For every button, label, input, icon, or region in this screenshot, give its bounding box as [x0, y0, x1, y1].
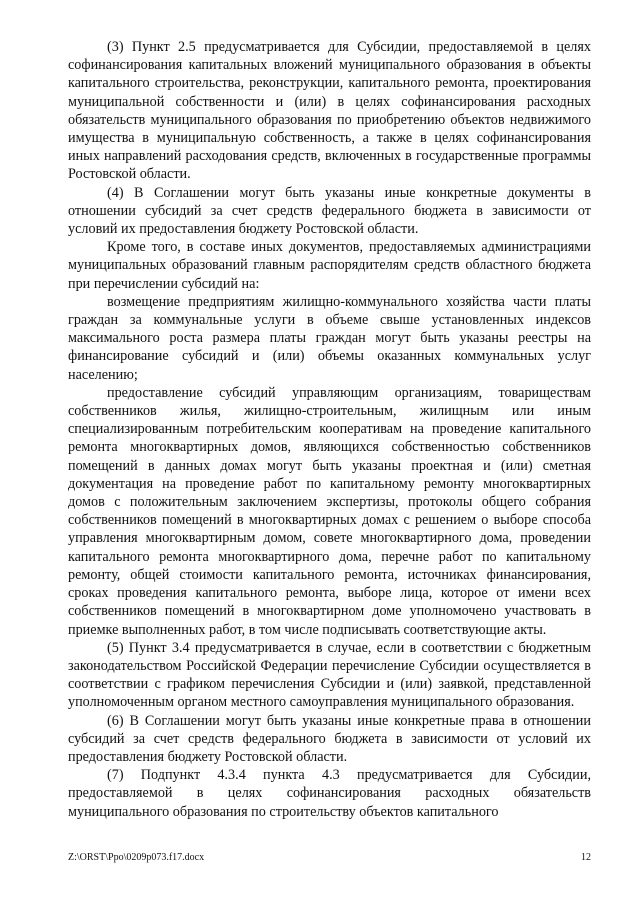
paragraph-other-documents: Кроме того, в составе иных документов, предоставляемых администрациями муниципальных образований главным распорядителям средств областного бюджета при перечислении субсидий на: — [68, 239, 591, 292]
paragraph-note-3: (3) Пункт 2.5 предусматривается для Субсидии, предоставляемой в целях софинансирования капитальных вложений муниципального образования в объекты капитального строительства, реконструкции, капитального ремонта, проектирования муниципальной собственности и (или) в целях софинансирования расходных обязательств муниципального образования по приобретению объектов недвижимого имущества в муниципальную собственность, а также в целях софинансирования иных направлений расходования средств, включенных в государственные программы Ростовской области. — [68, 39, 591, 183]
paragraph-housing-compensation: возмещение предприятиям жилищно-коммунального хозяйства части платы граждан за коммунальные услуги в объеме свыше установленных индексов максимального роста размера платы граждан могут быть указаны реестры на финансирование субсидий и (или) объемы оказанных коммунальных услуг населению; — [68, 293, 591, 383]
page-number: 12 — [581, 852, 591, 863]
paragraph-note-5: (5) Пункт 3.4 предусматривается в случае, если в соответствии с бюджетным законодательством Российской Федерации перечисление Субсидии осуществляется в соответствии с графиком перечисления Субсидии и (или) заявкой, представленной уполномоченным органом местного самоуправления муниципального образования. — [68, 639, 591, 711]
paragraph-note-6: (6) В Соглашении могут быть указаны иные конкретные права в отношении субсидий за счет средств федерального бюджета в зависимости от условий их предоставления бюджету Ростовской области. — [68, 712, 591, 765]
paragraph-capital-repair-subsidies: предоставление субсидий управляющим организациям, товариществам собственников жилья, жилищно-строительным, жилищным или иным специализированным потребительским кооперативам на проведение капитального ремонта многоквартирных домов, являющихся собственностью собственников помещений в данных домах могут быть указаны проектная и (или) сметная документация на проведение работ по капитальному ремонту многоквартирных домов с положительным заключением экспертизы, протоколы общего собрания собственников помещений в многоквартирных домах с решением о выборе способа управления многоквартирным домом, совете многоквартирного дома, проведении капитального ремонта многоквартирного дома, перечне работ по капитальному ремонту, общей стоимости капитального ремонта, источниках финансирования, сроках проведения капитального ремонта, выборе лица, которое от имени всех собственников помещений в многоквартирном доме уполномочено участвовать в приемке выполненных работ, в том числе подписывать соответствующие акты. — [68, 384, 591, 638]
paragraph-note-4: (4) В Соглашении могут быть указаны иные конкретные документы в отношении субсидий за счет средств федерального бюджета в зависимости от условий их предоставления бюджету Ростовской области. — [68, 184, 591, 238]
paragraph-note-7: (7) Подпункт 4.3.4 пункта 4.3 предусматривается для Субсидии, предоставляемой в целях софинансирования расходных обязательств муниципального образования по строительству объектов капитального — [68, 767, 591, 820]
page-footer — [68, 852, 591, 863]
footer-file-path: Z:\ORST\Ppo\0209p073.f17.docx — [68, 852, 205, 863]
document-body — [68, 38, 591, 821]
